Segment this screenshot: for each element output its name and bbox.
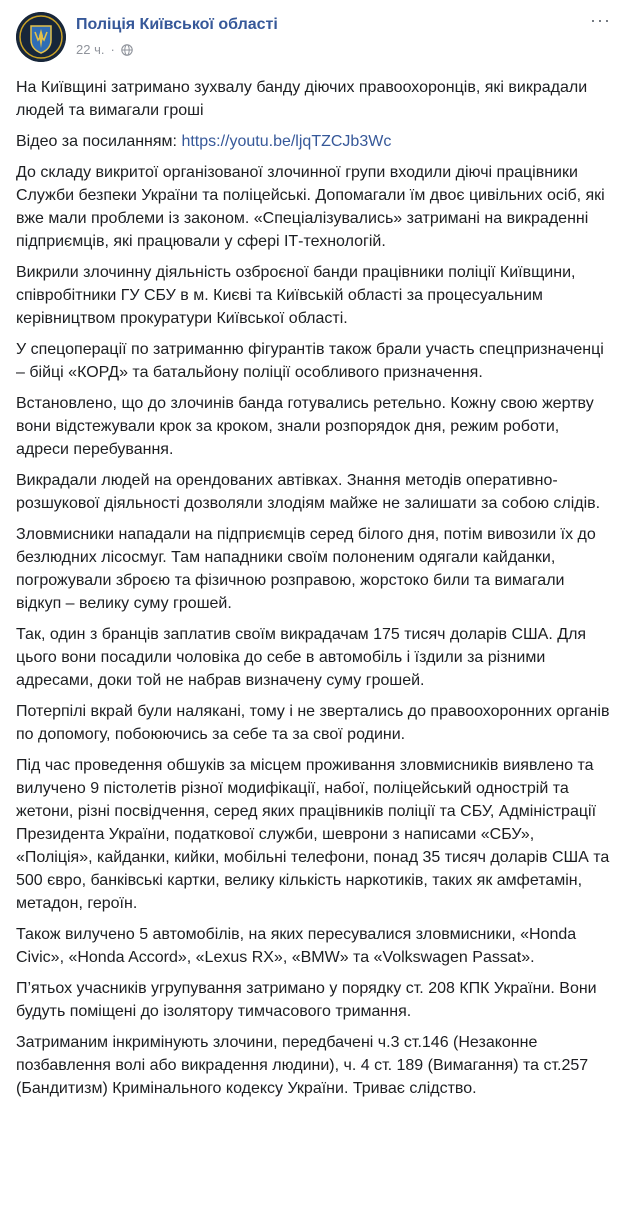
post-paragraph: П’ятьох учасників угрупування затримано у порядку ст. 208 КПК України. Вони будуть поміщені до ізолятору тимчасового тримання. [16, 980, 597, 1020]
video-label: Відео за посиланням: [16, 133, 182, 150]
post-paragraph: До складу викритої організованої злочинної групи входили діючі працівники Служби безпеки України та поліцейські. Допомагали їм двоє цивільних осіб, які вже мали проблеми із законом. «Спеціалізувались» затримані на викраденні підприємців, які працювали у сфері ІТ-технологій. [16, 164, 605, 250]
page-avatar[interactable] [16, 12, 66, 62]
post-paragraph: Потерпілі вкрай були налякані, тому і не звертались до правоохоронних органів по допомогу, побоюючись за себе та за свої родини. [16, 703, 610, 743]
post-meta [76, 42, 133, 57]
post-timestamp[interactable]: 22 ч. [76, 42, 105, 57]
post-paragraph: Так, один з бранців заплатив своїм викрадачам 175 тисяч доларів США. Для цього вони посадили чоловіка до себе в автомобіль і їздили за різними адресами, доки той не набрав визначену суму грошей. [16, 626, 587, 689]
post-paragraph: На Київщині затримано зухвалу банду діючих правоохоронців, які викрадали людей та вимагали гроші [16, 79, 588, 119]
post-paragraph: Затриманим інкримінують злочини, передбачені ч.3 ст.146 (Незаконне позбавлення волі або викрадення людини), ч. 4 ст. 189 (Вимагання) та ст.257 (Бандитизм) Кримінального кодексу України. Триває слідство. [16, 1034, 589, 1097]
post-paragraph: Під час проведення обшуків за місцем проживання зловмисників виявлено та вилучено 9 пістолетів різної модифікації, набої, поліцейський однострій та жетони, різні посвідчення, серед яких працівників поліції та СБУ, Адміністрації Президента України, податкової служби, шеврони з написами «СБУ», «Поліція», кайданки, кийки, мобільні телефони, понад 35 тисяч доларів США та 500 євро, банківські картки, велику кількість наркотиків, таких як амфетамін, метадон, героїн. [16, 757, 610, 912]
globe-icon[interactable] [121, 44, 133, 56]
post-body [16, 76, 612, 1108]
video-link[interactable]: https://youtu.be/ljqTZCJb3Wc [181, 133, 392, 150]
meta-separator: · [110, 42, 115, 57]
video-line [16, 130, 612, 153]
more-options-button[interactable]: ··· [590, 10, 611, 30]
post-paragraph: Викрили злочинну діяльність озброєної банди працівники поліції Київщини, співробітники ГУ СБУ в м. Києві та Київській області за процесуальним керівництвом прокуратури Київської області. [16, 264, 576, 327]
post-paragraph: Зловмисники нападали на підприємців серед білого дня, потім вивозили їх до безлюдних лісосмуг. Там нападники своїм полоненим одягали кайданки, погрожували зброєю та фізичною розправою, жорстоко били та вимагали відкуп – велику суму грошей. [16, 526, 596, 612]
post-header [0, 0, 625, 72]
post-paragraph: У спецоперації по затриманню фігурантів також брали участь спецпризначенці – бійці «КОРД» та батальйону поліції особливого призначення. [16, 341, 604, 381]
post-paragraph: Також вилучено 5 автомобілів, на яких пересувалися зловмисники, «Honda Civic», «Honda Accord», «Lexus RX», «BMW» та «Volkswagen Passat». [16, 926, 577, 966]
post-paragraph: Викрадали людей на орендованих автівках. Знання методів оперативно-розшукової діяльності дозволяли злодіям майже не залишати за собою слідів. [16, 472, 601, 512]
post-paragraph: Встановлено, що до злочинів банда готувались ретельно. Кожну свою жертву вони відстежували крок за кроком, знали розпорядок дня, режим роботи, адреси перебування. [16, 395, 594, 458]
page-name-link[interactable]: Поліція Київської області [76, 16, 278, 33]
police-emblem-icon [16, 12, 66, 62]
